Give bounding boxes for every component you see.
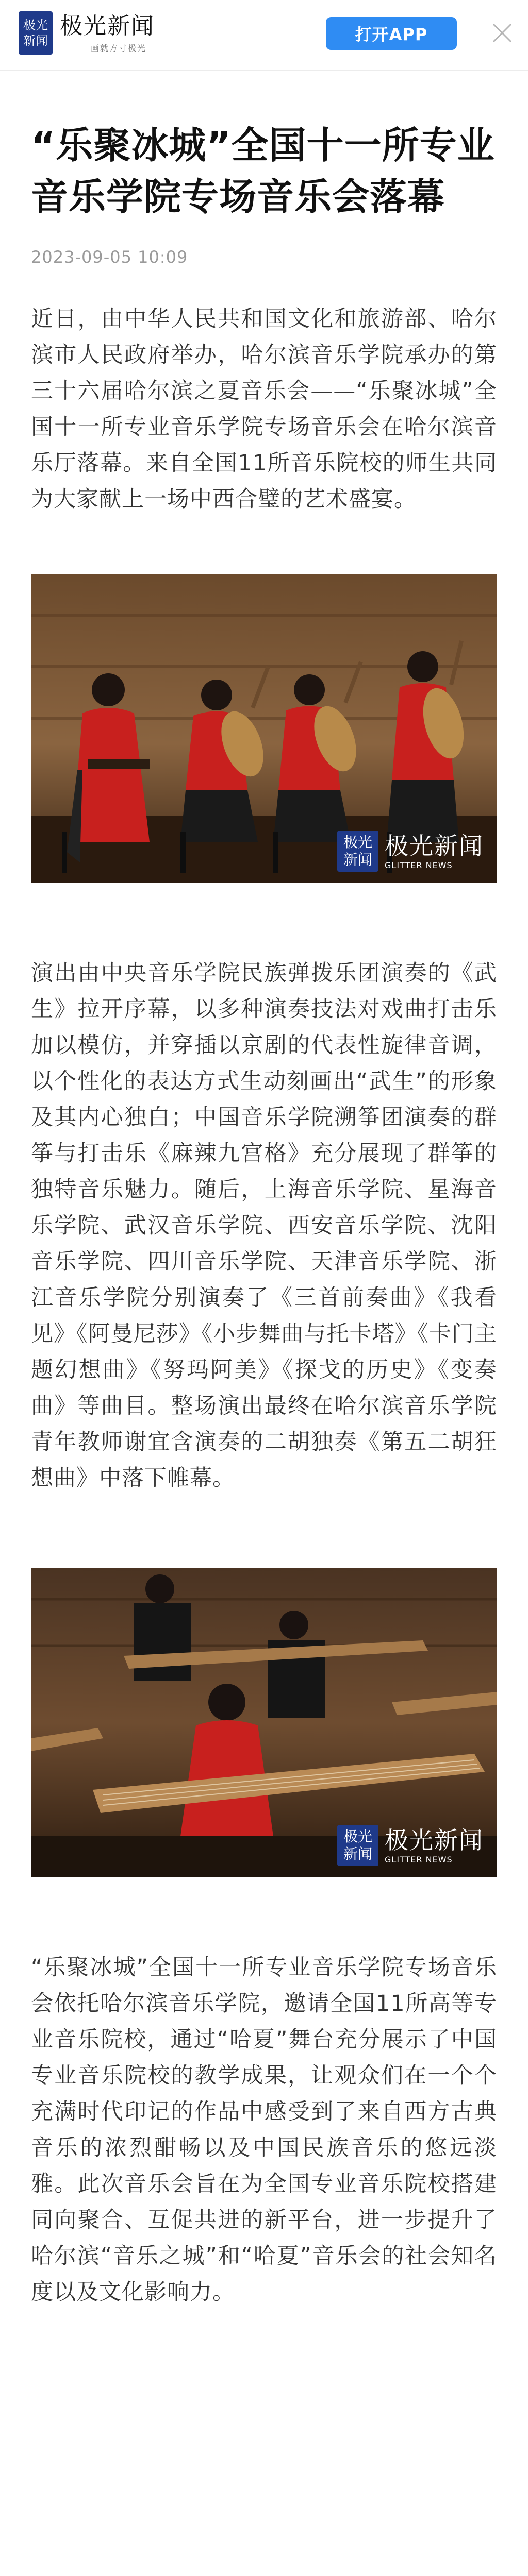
logo-text <box>60 13 155 54</box>
logo-slogan: 画就方寸极光 <box>91 43 147 53</box>
app-banner <box>0 0 528 71</box>
watermark-logo-mark <box>337 831 378 872</box>
watermark-title: 极光新闻 <box>385 1826 484 1854</box>
article-paragraph-3: “乐聚冰城”全国十一所专业音乐学院专场音乐会依托哈尔滨音乐学院，邀请全国11所高等专业音乐院校，通过“哈夏”舞台充分展示了中国专业音乐院校的教学成果，让观众们在一个个充满时代印记的作品中感受到了来自西方古典音乐的浓烈酣畅以及中国民族音乐的悠远淡雅。此次音乐会旨在为全国专业音乐院校搭建同向聚合、互促共进的新平台，进一步提升了哈尔滨“音乐之城”和“哈夏”音乐会的社会知名度以及文化影响力。 <box>31 1955 497 2305</box>
watermark-mark-line2: 新闻 <box>343 1845 372 1862</box>
publish-date: 2023-09-05 10:09 <box>31 247 188 267</box>
watermark-mark-line1: 极光 <box>343 834 372 851</box>
photo-watermark <box>337 1825 484 1866</box>
article-paragraph-2: 演出由中央音乐学院民族弹拨乐团演奏的《武生》拉开序幕，以多种演奏技法对戏曲打击乐加以模仿，并穿插以京剧的代表性旋律音调，以个性化的表达方式生动刻画出“武生”的形象及其内心独白；中国音乐学院溯筝团演奏的群筝与打击乐《麻辣九宫格》充分展现了群筝的独特音乐魅力。随后，上海音乐学院、星海音乐学院、武汉音乐学院、西安音乐学院、沈阳音乐学院、四川音乐学院、天津音乐学院、浙江音乐学院分别演奏了《三首前奏曲》《我看见》《阿曼尼莎》《小步舞曲与托卡塔》《卡门主题幻想曲》《努玛阿美》《探戈的历史》《变奏曲》等曲目。整场演出最终在哈尔滨音乐学院青年教师谢宜含演奏的二胡独奏《第五二胡狂想曲》中落下帷幕。 <box>31 960 497 1491</box>
concert-photo-pipa <box>31 574 497 883</box>
logo-mark-line1: 极光 <box>23 18 48 32</box>
watermark-subtitle: GLITTER NEWS <box>385 1854 453 1865</box>
close-button[interactable] <box>488 19 517 47</box>
watermark-mark-line1: 极光 <box>343 1828 372 1845</box>
watermark-logo-mark <box>337 1825 378 1866</box>
watermark-text <box>385 833 484 870</box>
article-title: “乐聚冰城”全国十一所专业音乐学院专场音乐会落幕 <box>31 124 495 218</box>
concert-photo-guzheng <box>31 1568 497 1877</box>
open-app-button[interactable]: 打开APP <box>326 17 457 50</box>
article-paragraph-1: 近日，由中华人民共和国文化和旅游部、哈尔滨市人民政府举办，哈尔滨音乐学院承办的第三十六届哈尔滨之夏音乐会——“乐聚冰城”全国十一所专业音乐学院专场音乐会在哈尔滨音乐厅落幕。来自全国11所音乐院校的师生共同为大家献上一场中西合璧的艺术盛宴。 <box>31 306 497 512</box>
logo-mark <box>19 11 53 55</box>
logo-mark-line2: 新闻 <box>23 33 48 48</box>
logo-title: 极光新闻 <box>60 12 155 39</box>
watermark-text <box>385 1827 484 1865</box>
watermark-subtitle: GLITTER NEWS <box>385 860 453 870</box>
article <box>31 120 497 2310</box>
close-icon <box>492 23 513 43</box>
watermark-title: 极光新闻 <box>385 832 484 860</box>
app-logo[interactable] <box>19 11 155 55</box>
watermark-mark-line2: 新闻 <box>343 851 372 868</box>
photo-watermark <box>337 831 484 872</box>
